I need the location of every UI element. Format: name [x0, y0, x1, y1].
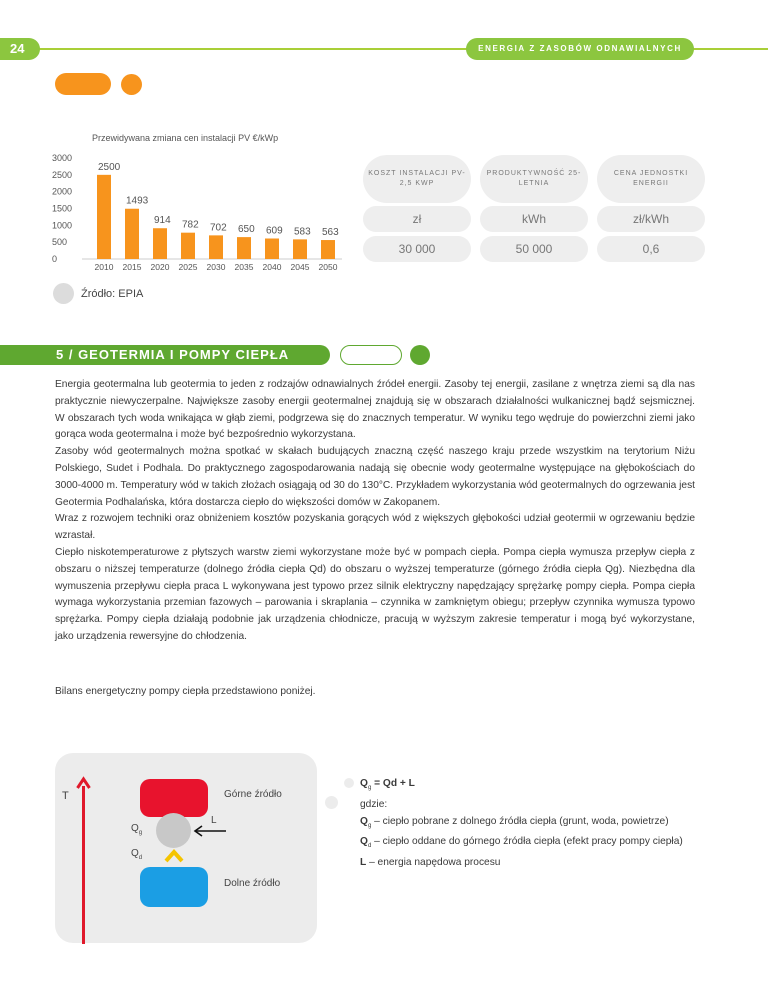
bar-value-label: 2500	[98, 161, 121, 173]
axis-label-t: T	[62, 790, 69, 802]
cost-value-price: 0,6	[597, 236, 705, 262]
bar-value-label: 914	[154, 215, 171, 227]
y-tick-label: 2000	[52, 186, 73, 197]
chart-bar	[125, 209, 139, 259]
cost-unit-installation: zł	[363, 206, 471, 232]
formula-legend	[360, 776, 696, 872]
cost-value-productivity: 50 000	[480, 236, 588, 262]
chart-bar	[321, 240, 335, 259]
legend-qd	[360, 834, 696, 855]
bar-value-label: 583	[294, 226, 311, 238]
x-tick-label: 2030	[206, 262, 226, 272]
x-tick-label: 2020	[150, 262, 170, 272]
legend-l	[360, 855, 696, 872]
decorative-dot	[121, 74, 142, 95]
section-dot	[410, 345, 430, 365]
qg-letter: Q	[131, 823, 139, 834]
legend-qg-sub: g	[367, 822, 372, 829]
chart-bar	[237, 237, 251, 259]
chart-bar	[209, 235, 223, 259]
lower-source-box	[140, 867, 208, 907]
l-label: L	[211, 815, 217, 826]
bar-value-label: 609	[266, 225, 283, 237]
cost-header-productivity: PRODUKTYWNOŚĆ 25-LETNIA	[480, 155, 588, 203]
chart-bar	[293, 239, 307, 259]
bar-value-label: 1493	[126, 195, 149, 207]
lower-source-label: Dolne źródło	[224, 878, 281, 889]
x-tick-label: 2035	[234, 262, 254, 272]
section-title: 5 / GEOTERMIA I POMPY CIEPŁA	[0, 345, 330, 365]
legend-qg	[360, 814, 696, 835]
formula-qg-sub: g	[367, 785, 372, 792]
bar-value-label: 702	[210, 222, 227, 234]
paragraph: Wraz z rozwojem techniki oraz obniżeniem kosztów pozyskania gorących wód z większych głębokości udział geotermii w ogrzewaniu będzie wzrastał.	[55, 513, 695, 542]
chart-bar	[265, 238, 279, 259]
x-tick-label: 2010	[94, 262, 114, 272]
qd-letter: Q	[131, 848, 139, 859]
x-tick-label: 2025	[178, 262, 198, 272]
source-text: Źródło: EPIA	[81, 288, 144, 300]
chart-bar	[97, 175, 111, 259]
formula-line	[360, 776, 696, 797]
y-tick-label: 2500	[52, 169, 73, 180]
x-tick-label: 2015	[122, 262, 142, 272]
upper-source-box	[140, 779, 208, 817]
legend-l-text: – energia napędowa procesu	[366, 857, 501, 869]
legend-qd-sub: d	[367, 843, 372, 850]
source-dot	[53, 283, 74, 304]
pv-price-chart	[52, 130, 352, 280]
x-tick-label: 2050	[318, 262, 338, 272]
legend-qg-text: – ciepło pobrane z dolnego źródła ciepła (grunt, woda, powietrze)	[371, 815, 669, 827]
qd-label	[131, 848, 142, 861]
qg-label	[131, 823, 142, 836]
paragraph: Ciepło niskotemperaturowe z płytszych warstw ziemi wykorzystane może być w pompach ciepła. Pompa ciepła wymusza przepływ ciepła z obszaru o niższej temperaturze (dolnego źródła ciepła Qd) do obszaru o wyższej temperaturze (górnego źródła ciepła Qg). Niezbędna dla wymuszenia przepływu ciepła praca L wykonywana jest typowo przez silnik elektryczny napędzający sprężarkę pompy ciepła. Pompa ciepła wymaga wykorzystania przemian fazowych – parowania i skraplania – czynnika w zamkniętym obiegu; przepływ czynnika wymusza typowo sprężarka. Pompy ciepła działają podobnie jak urządzenia chłodnicze, pracują w wyższym zakresie temperatur i mogą być wykorzystane, jako urządzenia rewersyjne do chłodzenia.	[55, 546, 695, 642]
bar-value-label: 650	[238, 224, 255, 236]
qd-chevron-icon	[164, 849, 184, 863]
formula-rest: = Qd + L	[371, 778, 415, 789]
y-tick-label: 3000	[52, 153, 73, 163]
qg-subscript: g	[138, 830, 143, 836]
decorative-pill	[55, 73, 111, 95]
y-tick-label: 1500	[52, 203, 73, 214]
bar-value-label: 782	[182, 219, 199, 231]
cost-unit-productivity: kWh	[480, 206, 588, 232]
y-tick-label: 0	[52, 254, 58, 264]
qd-subscript: d	[138, 855, 143, 861]
y-tick-label: 1000	[52, 220, 73, 231]
cost-header-unit-price: CENA JEDNOSTKI ENERGII	[597, 155, 705, 203]
paragraph: Energia geotermalna lub geotermia to jeden z rodzajów odnawialnych źródeł energii. Zasoby tej energii, zasilane z wnętrza ziemi są dla nas praktycznie niewyczerpalne. Największe zasoby energii geotermalnej znajdują się w obszarach działalności wulkanicznej bądź sejsmicznej. W obszarach tych woda wnikająca w głąb ziemi, podgrzewa się do znacznych temperatur. W wyniku tego wędruje do powierzchni ziemi jako gorąca woda geotermalna i może być bezpośrednio wykorzystana.	[55, 379, 695, 441]
axis-arrow-icon	[76, 776, 91, 790]
cost-header-installation: KOSZT INSTALACJI PV-2,5 KWP	[363, 155, 471, 203]
upper-source-label: Górne źródło	[224, 789, 282, 800]
chart-bar	[153, 228, 167, 259]
cost-value-installation: 30 000	[363, 236, 471, 262]
y-tick-label: 500	[52, 237, 68, 248]
bilans-caption: Bilans energetyczny pompy ciepła przedstawiono poniżej.	[55, 686, 316, 697]
x-tick-label: 2040	[262, 262, 282, 272]
thought-bubble-small	[325, 796, 338, 809]
thought-bubble-tiny	[344, 778, 354, 788]
legend-qg-symbol: Q	[360, 815, 368, 827]
bar-value-label: 563	[322, 227, 339, 239]
chart-canvas	[52, 130, 352, 280]
running-title: ENERGIA Z ZASOBÓW ODNAWIALNYCH	[466, 38, 694, 60]
cost-unit-price: zł/kWh	[597, 206, 705, 232]
x-tick-label: 2045	[290, 262, 310, 272]
paragraph: Zasoby wód geotermalnych można spotkać w skałach budujących znaczną część naszego kraju przede wszystkim na terytorium Niżu Polskiego, Sudet i Podhala. Do praktycznego zagospodarowania nadają się obecnie wody geotermalne występujące na głębokościach do 3000-4000 m. Temperatury wód w takich złożach osiągają od 30 do 130°C. Przykładem wykorzystania wód geotermalnych do ogrzewania jest Geotermia Podhalańska, która dostarcza ciepło do większości domów w Zakopanem.	[55, 446, 695, 508]
chart-title: Przewidywana zmiana cen instalacji PV €/kWp	[92, 133, 279, 143]
page-number: 24	[0, 38, 40, 60]
legend-qd-symbol: Q	[360, 836, 368, 848]
formula-qg: Q	[360, 778, 368, 789]
section-outline-pill	[340, 345, 402, 365]
legend-l-symbol: L	[360, 857, 367, 869]
chart-bar	[181, 233, 195, 259]
work-arrow-icon	[193, 824, 227, 838]
legend-qd-text: – ciepło oddane do górnego źródła ciepła (efekt pracy pompy ciepła)	[371, 836, 683, 848]
compressor-circle	[156, 813, 191, 848]
body-text	[55, 377, 695, 646]
legend-gdzie: gdzie:	[360, 798, 388, 810]
temperature-axis	[82, 786, 85, 944]
